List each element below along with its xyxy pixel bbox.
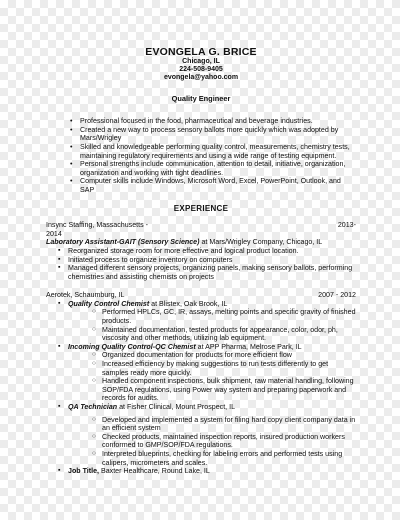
job-company: Insync Staffing, Massachusetts - xyxy=(46,221,148,230)
candidate-city: Chicago, IL xyxy=(182,58,220,65)
job-bullet: ▪ Managed different sensory projects, organizing panels, making sensory ballots, performing chemistries and assisting chemists on projects xyxy=(58,264,356,281)
role-employer: at Blistex, Oak Brook, IL xyxy=(149,299,228,308)
experience-heading: EXPERIENCE xyxy=(173,203,229,213)
summary-item: • Personal strengths include communication, attention to detail, initiative, organization, organization and working with tight deadlines. xyxy=(70,160,356,177)
role-title: Job Title, xyxy=(68,467,100,476)
role-employer: Baxter Healthcare, Round Lake, IL xyxy=(99,467,210,476)
objective-title: Quality Engineer xyxy=(171,93,231,103)
resume-header xyxy=(46,46,356,83)
job-bullet: ▪ Reorganized storage room for more effective and logical product location. xyxy=(58,247,356,256)
role-bullet: ○ Checked products, maintained inspection reports, insured production workers conformed to GMP/SOP/FDA regulations. xyxy=(92,433,356,450)
role-title: Laboratory Assistant-GAIT (Sensory Science) xyxy=(46,238,200,247)
summary-item: • Skilled and knowledgeable performing quality control, measurements, chemistry tests, maintaining regulatory requirements and using a wide range of testing equipment. xyxy=(70,143,356,160)
summary-item: • Computer skills include Windows, Microsoft Word, Excel, PowerPoint, Outlook, and SAP xyxy=(70,177,356,194)
role-bullets xyxy=(68,351,356,403)
role-bullet: ○ Handled component inspections, bulk shipment, raw material handling, following SOP/FDA regulations, using Power way system and preparing paperwork and records for audits. xyxy=(92,377,356,403)
role-bullets xyxy=(68,308,356,342)
job-entry-insync xyxy=(46,221,356,281)
job-dates-cont: 2014 xyxy=(46,229,62,238)
candidate-name: EVONGELA G. BRICE xyxy=(145,46,257,58)
role-employer: at Fisher Clinical, Mount Prospect, IL xyxy=(117,403,236,412)
role-title: Incoming Quality Control-QC Chemist xyxy=(68,342,196,351)
job-company: Aerotek, Schaumburg, IL xyxy=(46,291,125,300)
role-item xyxy=(58,343,356,403)
job-header xyxy=(46,291,356,300)
role-bullets xyxy=(68,416,356,468)
role-item xyxy=(58,300,356,343)
role-bullet: ○ Maintained documentation, tested products for appearance, color, odor, ph, viscosity and other methods, utilizing lab equipment. xyxy=(92,326,356,343)
role-item xyxy=(58,403,356,467)
candidate-email: evongela@yahoo.com xyxy=(163,74,239,82)
job-entry-aerotek xyxy=(46,291,356,475)
role-bullet: ○ Organized documentation for products for more efficient flow xyxy=(92,351,356,360)
summary-item: • Professional focused in the food, pharmaceutical and beverage industries. xyxy=(70,117,356,126)
role-item xyxy=(58,467,356,476)
job-role xyxy=(46,238,356,247)
role-bullet: ○ Developed and implemented a system for filing hard copy client company data in an efficient system xyxy=(92,416,356,433)
role-title: Quality Control Chemist xyxy=(68,299,150,308)
role-employer: at Mars/Wrigley Company, Chicago, IL xyxy=(199,238,323,247)
job-dates: 2013- xyxy=(337,221,356,230)
role-bullet: ○ Increased efficiency by making suggestions to run tests differently to get samples ready more quickly. xyxy=(92,360,356,377)
summary-list xyxy=(46,117,356,194)
job-dates: 2007 - 2012 xyxy=(318,291,356,300)
role-title: QA Technician xyxy=(68,403,118,412)
candidate-phone: 224-508-9405 xyxy=(179,66,223,74)
job-bullets xyxy=(46,247,356,281)
summary-item: • Created a new way to process sensory ballots more quickly which was adopted by Mars/Wrigley xyxy=(70,126,356,143)
job-bullet: ▪ Initiated process to organize inventory on computers xyxy=(58,256,356,265)
role-employer: at APP Pharma, Melrose Park, IL xyxy=(195,342,302,351)
role-bullet: ○ Performed HPLCs, GC, IR, assays, melting points and specific gravity of finished products. xyxy=(92,308,356,325)
role-bullet: ○ Interpreted blueprints, checking for labeling errors and performed tests using calipers, micrometers and scales. xyxy=(92,450,356,467)
role-list xyxy=(46,300,356,476)
job-header xyxy=(46,221,356,230)
